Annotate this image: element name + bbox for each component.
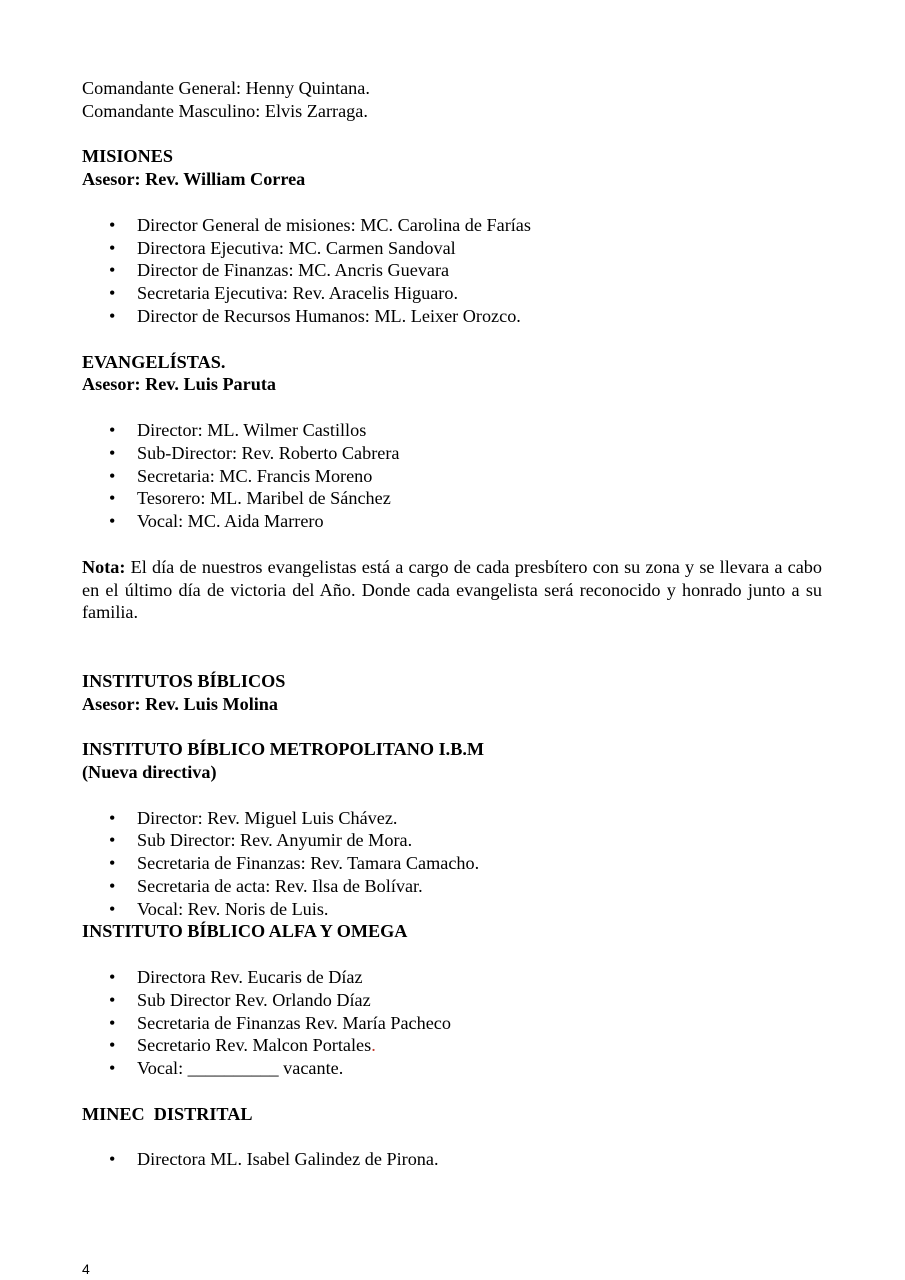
note-text: El día de nuestros evangelistas está a cargo de cada presbítero con su zona y se llevara a cabo en el último día de victoria del Año. Donde cada evangelista será reconocido y honrado junto a su familia. [82,556,822,623]
intro-line: Comandante General: Henny Quintana. [82,78,370,98]
list-item: • Secretaria Ejecutiva: Rev. Aracelis Higuaro. [82,282,822,305]
list-item: • Sub-Director: Rev. Roberto Cabrera [82,442,822,465]
intro-line: Comandante Masculino: Elvis Zarraga. [82,100,368,121]
section-title-ibm: INSTITUTO BÍBLICO METROPOLITANO I.B.M [82,739,485,760]
misiones-list [82,214,822,328]
section-title-institutos: INSTITUTOS BÍBLICOS [82,670,286,691]
list-item: • Vocal: __________ vacante. [82,1057,822,1080]
asesor-evangelistas: Asesor: Rev. Luis Paruta [82,374,276,395]
list-item: • Secretaria de Finanzas: Rev. Tamara Camacho. [82,852,822,875]
minec-list [82,1148,822,1171]
list-item: • Director: ML. Wilmer Castillos [82,419,822,442]
list-item: • Tesorero: ML. Maribel de Sánchez [82,487,822,510]
list-item: • Vocal: Rev. Noris de Luis. [82,898,822,921]
note-label: Nota: [82,556,126,577]
list-item: • Director de Recursos Humanos: ML. Leixer Orozco. [82,305,822,328]
asesor-misiones: Asesor: Rev. William Correa [82,169,306,190]
list-item: • Directora Ejecutiva: MC. Carmen Sandoval [82,237,822,260]
secretario-period: . [371,1035,376,1056]
list-item: • Sub Director: Rev. Anyumir de Mora. [82,829,822,852]
section-title-minec: MINEC DISTRITAL [82,1103,253,1124]
secretario-text: Secretario Rev. Malcon Portales [137,1035,372,1056]
list-item: • Secretaria: MC. Francis Moreno [82,465,822,488]
list-item: • Secretaria de acta: Rev. Ilsa de Bolívar. [82,875,822,898]
document-page [82,77,822,1171]
evangelistas-list [82,419,822,533]
section-title-alfa-omega: INSTITUTO BÍBLICO ALFA Y OMEGA [82,921,408,942]
list-item: • Director General de misiones: MC. Carolina de Farías [82,214,822,237]
section-title-evangelistas: EVANGELÍSTAS. [82,351,226,372]
list-item: • Directora Rev. Eucaris de Díaz [82,966,822,989]
list-item: • Sub Director Rev. Orlando Díaz [82,989,822,1012]
list-item [82,1034,822,1057]
ibm-subtitle: (Nueva directiva) [82,761,217,782]
section-title-misiones: MISIONES [82,146,173,167]
list-item: • Director de Finanzas: MC. Ancris Guevara [82,259,822,282]
list-item: • Vocal: MC. Aida Marrero [82,510,822,533]
list-item: • Director: Rev. Miguel Luis Chávez. [82,807,822,830]
ibm-list [82,807,822,921]
page-number: 4 [82,1261,90,1277]
note-paragraph [82,556,822,624]
list-item: • Directora ML. Isabel Galindez de Pirona. [82,1148,822,1171]
list-item: • Secretaria de Finanzas Rev. María Pacheco [82,1012,822,1035]
asesor-institutos: Asesor: Rev. Luis Molina [82,693,279,714]
alfa-omega-list [82,966,822,1080]
